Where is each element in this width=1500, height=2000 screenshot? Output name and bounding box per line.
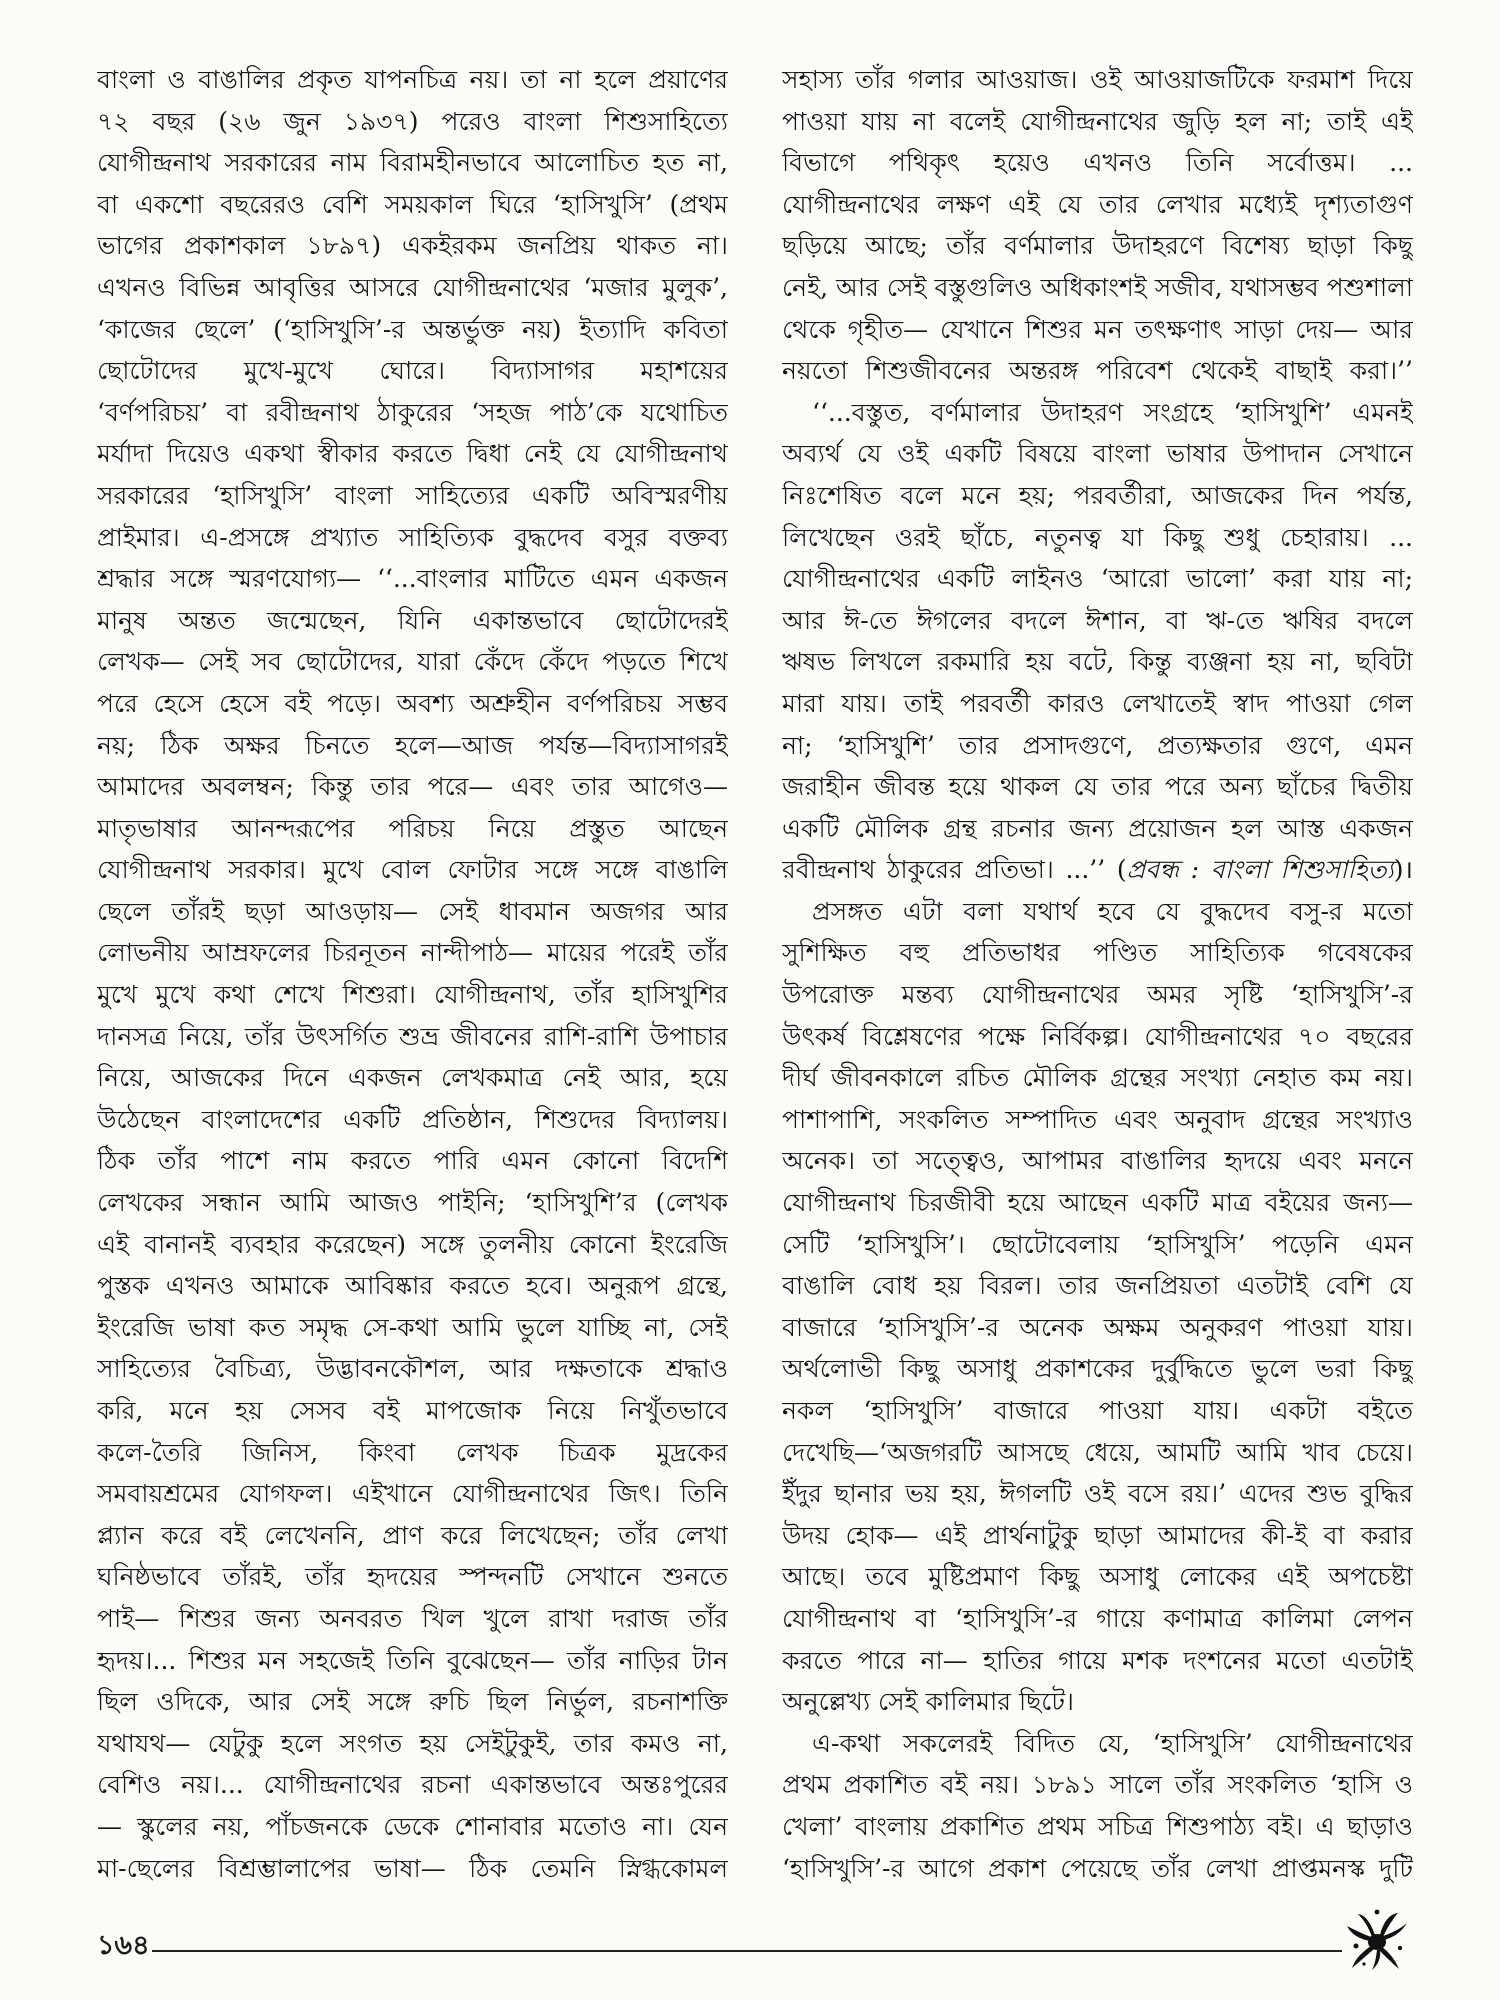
text-line: যোগীন্দ্রনাথের লক্ষণ এই যে তার লেখার মধ্যেই দৃশ্যতাগুণ	[782, 189, 1413, 219]
text-line: বা একশো বছরেরও বেশি সময়কাল ঘিরে ‘হাসিখুসি’ (প্রথম	[97, 189, 728, 219]
text-line: খেলা’ বাংলায় প্রকাশিত প্রথম সচিত্র শিশুপাঠ্য বই। এ ছাড়াও	[782, 1811, 1413, 1841]
text-line: একটি মৌলিক গ্রন্থ রচনার জন্য প্রয়োজন হল আস্ত একজন	[782, 813, 1413, 843]
text-line: যোগীন্দ্রনাথ সরকারের নাম বিরামহীনভাবে আলোচিত হত না,	[97, 148, 728, 178]
text-line: ছড়িয়ে আছে; তাঁর বর্ণমালার উদাহরণে বিশেষ্য ছাড়া কিছু	[782, 231, 1413, 261]
text-line: মর্যাদা দিয়েও একথা স্বীকার করতে দ্বিধা নেই যে যোগীন্দ্রনাথ	[97, 439, 728, 469]
text-line: উদয় হোক— এই প্রার্থনাটুকু ছাড়া আমাদের কী-ই বা করার	[782, 1520, 1413, 1550]
footer-rule	[152, 1950, 1342, 1952]
text-line: যোগীন্দ্রনাথ চিরজীবী হয়ে আছেন একটি মাত্র বইয়ের জন্য—	[782, 1188, 1413, 1218]
text-line: বাংলা ও বাঙালির প্রকৃত যাপনচিত্র নয়। তা না হলে প্রয়াণের	[97, 65, 728, 94]
text-line: অব্যর্থ যে ওই একটি বিষয়ে বাংলা ভাষার উপাদান সেখানে	[782, 439, 1413, 469]
text-line: ঋষভ লিখলে রকমারি হয় বটে, কিন্তু ব্যঞ্জনা হয় না, ছবিটা	[782, 647, 1413, 677]
text-line: ভাগের প্রকাশকাল ১৮৯৭) একইরকম জনপ্রিয় থাকত না।	[97, 231, 728, 261]
text-line: এই বানানই ব্যবহার করেছেন) সঙ্গে তুলনীয় কোনো ইংরেজি	[97, 1229, 728, 1259]
text-line: ‘বর্ণপরিচয়’ বা রবীন্দ্রনাথ ঠাকুরের ‘সহজ পাঠ’কে যথোচিত	[97, 397, 728, 427]
text-line: অনেক। তা সত্ত্বেও, আপামর বাঙালির হৃদয়ে এবং মননে	[782, 1146, 1413, 1176]
text-line: মানুষ অন্তত জন্মেছেন, যিনি একান্তভাবে ছোটোদেরই	[97, 605, 728, 635]
text-line: বাঙালি বোধ হয় বিরল। তার জনপ্রিয়তা এতটাই বেশি যে	[782, 1271, 1413, 1301]
text-line: ঘনিষ্ঠভাবে তাঁরই, তাঁর হৃদয়ের স্পন্দনটি সেখানে শুনতে	[97, 1562, 728, 1592]
text-line: প্ল্যান করে বই লেখেননি, প্রাণ করে লিখেছেন; তাঁর লেখা	[97, 1520, 728, 1550]
text-line: জরাহীন জীবন্ত হয়ে থাকল যে তার পরে অন্য ছাঁচের দ্বিতীয়	[782, 772, 1413, 802]
text-line: বিভাগে পথিকৃৎ হয়েও এখনও তিনি সর্বোত্তম। ...	[782, 148, 1413, 178]
text-line: অনুল্লেখ্য সেই কালিমার ছিটে।	[782, 1687, 1074, 1717]
text-line: পাওয়া যায় না বলেই যোগীন্দ্রনাথের জুড়ি হল না; তাই এই	[782, 106, 1413, 136]
text-line: করতে পারে না— হাতির গায়ে মশক দংশনের মতো এতটাই	[782, 1645, 1413, 1675]
text-line: যোগীন্দ্রনাথ সরকার। মুখে বোল ফোটার সঙ্গে সঙ্গে বাঙালি	[97, 855, 728, 885]
text-line: প্রথম প্রকাশিত বই নয়। ১৮৯১ সালে তাঁর সংকলিত ‘হাসি ও	[782, 1770, 1413, 1800]
text-line: নিঃশেষিত বলে মনে হয়; পরবর্তীরা, আজকের দিন পর্যন্ত,	[782, 480, 1413, 510]
text-line: মুখে মুখে কথা শেখে শিশুরা। যোগীন্দ্রনাথ, তাঁর হাসিখুশির	[97, 980, 728, 1010]
text-line: প্রাইমার। এ-প্রসঙ্গে প্রখ্যাত সাহিত্যিক বুদ্ধদেব বসুর বক্তব্য	[97, 522, 728, 552]
text-line: উঠেছেন বাংলাদেশের একটি প্রতিষ্ঠান, শিশুদের বিদ্যালয়।	[97, 1104, 728, 1134]
text-line: সমবায়শ্রমের যোগফল। এইখানে যোগীন্দ্রনাথের জিৎ। তিনি	[97, 1479, 728, 1509]
text-line: নিয়ে, আজকের দিনে একজন লেখকমাত্র নেই আর, হয়ে	[97, 1063, 728, 1093]
text-line: পাই— শিশুর জন্য অনবরত খিল খুলে রাখা দরাজ তাঁর	[97, 1603, 728, 1633]
text-line: ইংরেজি ভাষা কত সমৃদ্ধ সে-কথা আমি ভুলে যাচ্ছি না, সেই	[97, 1312, 728, 1342]
text-line: হৃদয়।... শিশুর মন সহজেই তিনি বুঝেছেন— তাঁর নাড়ির টান	[97, 1645, 728, 1675]
text-line: ছোটোদের মুখে-মুখে ঘোরে। বিদ্যাসাগর মহাশয়ের	[97, 356, 728, 386]
text-line: দেখেছি—‘অজগরটি আসছে ধেয়ে, আমটি আমি খাব চেয়ে।	[782, 1437, 1413, 1467]
text-line: বাজারে ‘হাসিখুসি’-র অনেক অক্ষম অনুকরণ পাওয়া যায়।	[782, 1312, 1413, 1342]
text-line: লোভনীয় আম্রফলের চিরনূতন নান্দীপাঠ— মায়ের পরেই তাঁর	[97, 938, 728, 968]
text-line: মারা যায়। তাই পরবর্তী কারও লেখাতেই স্বাদ পাওয়া গেল	[782, 688, 1413, 718]
citation-lead: রবীন্দ্রনাথ ঠাকুরের প্রতিভা। ...’’ (	[782, 855, 1127, 885]
text-line: লেখকের সন্ধান আমি আজও পাইনি; ‘হাসিখুশি’র (লেখক	[97, 1188, 728, 1218]
text-line: থেকে গৃহীত— যেখানে শিশুর মন তৎক্ষণাৎ সাড়া দেয়— আর	[782, 314, 1413, 344]
text-line: ছিল ওদিকে, আর সেই সঙ্গে রুচি ছিল নির্ভুল, রচনাশক্তি	[97, 1687, 728, 1717]
text-line: ‘হাসিখুসি’-র আগে প্রকাশ পেয়েছে তাঁর লেখা প্রাপ্তমনস্ক দুটি	[782, 1853, 1413, 1883]
text-line: লেখক— সেই সব ছোটোদের, যারা কেঁদে কেঁদে পড়তে শিখে	[97, 647, 728, 677]
text-line: ঠিক তাঁর পাশে নাম করতে পারি এমন কোনো বিদেশি	[97, 1146, 728, 1176]
text-line: ছেলে তাঁরই ছড়া আওড়ায়— সেই ধাবমান অজগর আর	[97, 896, 728, 926]
text-line: না; ‘হাসিখুশি’ তার প্রসাদগুণে, প্রত্যক্ষতার গুণে, এমন	[782, 730, 1413, 760]
text-line: লিখেছেন ওরই ছাঁচে, নতুনত্ব যা কিছু শুধু চেহারায়। ...	[782, 522, 1413, 552]
text-line: যোগীন্দ্রনাথ বা ‘হাসিখুসি’-র গায়ে কণামাত্র কালিমা লেপন	[782, 1603, 1413, 1633]
text-line: শ্রদ্ধার সঙ্গে স্মরণযোগ্য— ‘‘...বাংলার মাটিতে এমন একজন	[97, 564, 728, 594]
citation-tail: )।	[1393, 855, 1413, 885]
text-line: ‘কাজের ছেলে’ (‘হাসিখুসি’-র অন্তর্ভুক্ত নয়) ইত্যাদি কবিতা	[97, 314, 728, 344]
text-line: আর ঈ-তে ঈগলের বদলে ঈশান, বা ঋ-তে ঋষির বদলে	[782, 605, 1413, 635]
text-line: মা-ছেলের বিশ্রম্ভালাপের ভাষা— ঠিক তেমনি স্নিগ্ধকোমল	[97, 1853, 728, 1883]
text-line: দানসত্র নিয়ে, তাঁর উৎসর্গিত শুভ্র জীবনের রাশি-রাশি উপাচার	[97, 1021, 728, 1051]
citation-source: প্রবন্ধ : বাংলা শিশুসাহিত্য	[1126, 855, 1394, 885]
text-line: পাশাপাশি, সংকলিত সম্পাদিত এবং অনুবাদ গ্রন্থের সংখ্যাও	[782, 1104, 1413, 1134]
page-number: ১৬৪	[97, 1930, 150, 1961]
text-line: মাতৃভাষার আনন্দরূপের পরিচয় নিয়ে প্রস্তুত আছেন	[97, 813, 728, 843]
text-line: অর্থলোভী কিছু অসাধু প্রকাশকের দুর্বুদ্ধিতে ভুলে ভরা কিছু	[782, 1354, 1413, 1384]
text-line: আমাদের অবলম্বন; কিন্তু তার পরে— এবং তার আগেও—	[97, 772, 728, 802]
text-line: সহাস্য তাঁর গলার আওয়াজ। ওই আওয়াজটিকে ফরমাশ দিয়ে	[782, 65, 1413, 94]
text-line: নয়তো শিশুজীবনের অন্তরঙ্গ পরিবেশ থেকেই বাছাই করা।’’	[782, 356, 1413, 386]
text-line: এ-কথা সকলেরই বিদিত যে, ‘হাসিখুসি’ যোগীন্দ্রনাথের	[812, 1728, 1413, 1758]
text-line: করি, মনে হয় সেসব বই মাপজোক নিয়ে নিখুঁতভাবে	[97, 1396, 728, 1425]
text-line: ‘‘...বস্তুত, বর্ণমালার উদাহরণ সংগ্রহে ‘হাসিখুশি’ এমনই	[812, 397, 1413, 427]
text-line: সাহিত্যের বৈচিত্র্য, উদ্ভাবনকৌশল, আর দক্ষতাকে শ্রদ্ধাও	[97, 1354, 728, 1384]
text-line: নকল ‘হাসিখুসি’ বাজারে পাওয়া যায়। একটা বইতে	[782, 1396, 1413, 1425]
text-line: আছে। তবে মুষ্টিপ্রমাণ কিছু অসাধু লোকের এই অপচেষ্টা	[782, 1562, 1413, 1592]
text-line: সেটি ‘হাসিখুসি’। ছোটোবেলায় ‘হাসিখুসি’ পড়েনি এমন	[782, 1229, 1413, 1259]
text-line: এখনও বিভিন্ন আবৃত্তির আসরে যোগীন্দ্রনাথের ‘মজার মুলুক’,	[97, 272, 728, 302]
text-line: ইঁদুর ছানার ভয় হয়, ঈগলটি ওই বসে রয়।’ এদের শুভ বুদ্ধির	[782, 1479, 1413, 1509]
text-line: দীর্ঘ জীবনকালে রচিত মৌলিক গ্রন্থের সংখ্যা নেহাত কম নয়।	[782, 1063, 1413, 1093]
text-line: নয়; ঠিক অক্ষর চিনতে হলে—আজ পর্যন্ত—বিদ্যাসাগরই	[97, 730, 728, 760]
text-line: সরকারের ‘হাসিখুসি’ বাংলা সাহিত্যের একটি অবিস্মরণীয়	[97, 480, 728, 510]
text-line: উৎকর্ষ বিশ্লেষণের পক্ষে নির্বিকল্প। যোগীন্দ্রনাথের ৭০ বছরের	[782, 1021, 1413, 1051]
text-line: পরে হেসে হেসে বই পড়ে। অবশ্য অশ্রুহীন বর্ণপরিচয় সম্ভব	[97, 688, 728, 718]
text-line: — স্কুলের নয়, পাঁচজনকে ডেকে শোনাবার মতোও না। যেন	[97, 1811, 728, 1841]
text-line: প্রসঙ্গত এটা বলা যথার্থ হবে যে বুদ্ধদেব বসু-র মতো	[812, 896, 1413, 926]
left-column	[97, 59, 728, 1889]
right-column	[782, 59, 1413, 1889]
citation-line	[782, 849, 1413, 891]
text-line: যোগীন্দ্রনাথের একটি লাইনও ‘আরো ভালো’ করা যায় না;	[782, 564, 1413, 594]
text-line: নেই, আর সেই বস্তুগুলিও অধিকাংশই সজীব, যথাসম্ভব পশুশালা	[782, 272, 1413, 302]
text-line: উপরোক্ত মন্তব্য যোগীন্দ্রনাথের অমর সৃষ্টি ‘হাসিখুসি’-র	[782, 980, 1413, 1010]
text-line: ৭২ বছর (২৬ জুন ১৯৩৭) পরেও বাংলা শিশুসাহিত্যে	[97, 106, 728, 136]
text-line: সুশিক্ষিত বহু প্রতিভাধর পণ্ডিত সাহিত্যিক গবেষকের	[782, 938, 1413, 968]
text-line: বেশিও নয়।... যোগীন্দ্রনাথের রচনা একান্তভাবে অন্তঃপুরের	[97, 1770, 728, 1800]
floral-ornament-icon	[1344, 1906, 1410, 1972]
text-line: কলে-তৈরি জিনিস, কিংবা লেখক চিত্রক মুদ্রকের	[97, 1437, 728, 1467]
text-line: পুস্তক এখনও আমাকে আবিষ্কার করতে হবে। অনুরূপ গ্রন্থে,	[97, 1271, 728, 1301]
text-line: যথাযথ— যেটুকু হলে সংগত হয় সেইটুকুই, তার কমও না,	[97, 1728, 728, 1758]
